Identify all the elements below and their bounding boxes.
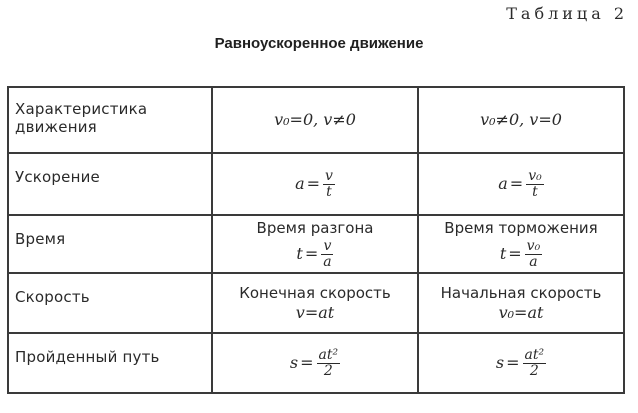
fraction-numerator: v <box>325 167 333 184</box>
fraction-denominator: a <box>323 253 332 270</box>
formula-lhs: a <box>498 174 508 193</box>
formula-velocity-case2: v₀=at <box>498 303 544 322</box>
motion-table <box>7 86 625 394</box>
cell-velocity-case1 <box>212 273 418 333</box>
fraction <box>317 348 341 379</box>
table-row <box>8 273 624 333</box>
table-number: Таблица 2 <box>506 4 628 23</box>
fraction-denominator: a <box>529 253 538 270</box>
fraction <box>523 348 547 379</box>
caption-acceleration-time: Время разгона <box>256 218 374 237</box>
table-header-row <box>8 87 624 153</box>
fraction-denominator: t <box>532 183 538 200</box>
condition-v-zero: v₀≠0, v=0 <box>480 110 562 129</box>
formula-velocity-case1: v=at <box>295 303 335 322</box>
formula-lhs: s <box>289 353 299 372</box>
cell-distance-case2 <box>418 333 624 393</box>
formula-lhs: s <box>495 353 505 372</box>
table-row <box>8 153 624 215</box>
table-row <box>8 215 624 273</box>
formula-time-case2: t = $\frac{\text{v₀}}{a}$ <box>499 237 541 270</box>
fraction-numerator: v₀ <box>528 167 542 184</box>
row-label-acceleration: Ускорение <box>8 153 212 215</box>
formula-acceleration-case1: a = $\frac{v}{t}$ <box>295 167 333 200</box>
formula-distance-case2: s = $\frac{\text{at²}}{2}$ <box>495 346 545 379</box>
cell-velocity-case2 <box>418 273 624 333</box>
table-heading: Равноускоренное движение <box>214 35 424 52</box>
fraction <box>323 169 335 200</box>
caption-final-velocity: Конечная скорость <box>239 284 391 302</box>
cell-acceleration-case1 <box>212 153 418 215</box>
fraction-numerator: v₀ <box>526 237 541 254</box>
cell-acceleration-case2 <box>418 153 624 215</box>
caption-initial-velocity: Начальная скорость <box>440 284 602 302</box>
fraction-numerator: at² <box>524 346 545 363</box>
formula-lhs: a <box>295 174 305 193</box>
header-case-stop <box>418 87 624 153</box>
cell-time-case1 <box>212 215 418 273</box>
formula-time-case1: t = $\frac{v}{a}$ <box>296 237 332 270</box>
row-label-velocity: Скорость <box>8 273 212 333</box>
fraction-denominator: 2 <box>529 362 539 379</box>
formula-distance-case1: s = $\frac{\text{at²}}{2}$ <box>289 346 339 379</box>
formula-acceleration-case2: a = $\frac{\text{v₀}}{t}$ <box>498 167 542 200</box>
row-label-distance: Пройденный путь <box>8 333 212 393</box>
fraction <box>525 239 543 270</box>
row-label-time: Время <box>8 215 212 273</box>
formula-lhs: t <box>296 244 303 263</box>
header-characteristic: Характеристика движения <box>8 87 212 153</box>
caption-braking-time: Время торможения <box>444 218 598 237</box>
fraction <box>321 239 333 270</box>
fraction <box>526 169 544 200</box>
fraction-numerator: at² <box>318 346 339 363</box>
cell-time-case2 <box>418 215 624 273</box>
condition-v0-zero: v₀=0, v≠0 <box>274 110 356 129</box>
formula-lhs: t <box>499 244 507 263</box>
fraction-denominator: t <box>326 183 332 200</box>
fraction-denominator: 2 <box>323 362 333 379</box>
header-case-start-from-rest <box>212 87 418 153</box>
fraction-numerator: v <box>323 237 332 254</box>
cell-distance-case1 <box>212 333 418 393</box>
table-row <box>8 333 624 393</box>
